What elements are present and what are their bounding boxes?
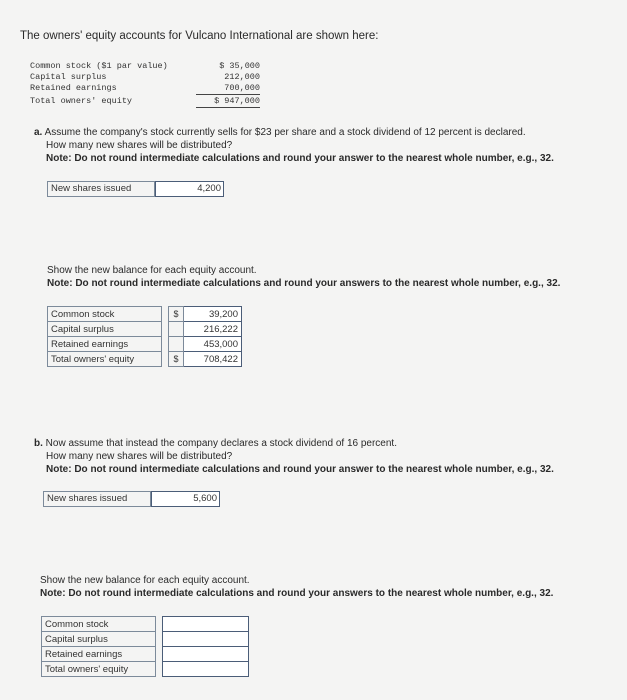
row-label: Retained earnings xyxy=(48,337,162,352)
part-a-equity-table xyxy=(47,306,242,367)
part-b-balance-prompt xyxy=(40,574,620,600)
table-row xyxy=(48,307,242,322)
part-a-question xyxy=(34,126,614,165)
part-b-note: Note: Do not round intermediate calculations and round your answer to the nearest whole number, e.g., 32. xyxy=(46,464,554,475)
new-shares-input-b[interactable]: 5,600 xyxy=(151,491,220,507)
part-a-question-text: Assume the company's stock currently sells for $23 per share and a stock dividend of 12 percent is declared. xyxy=(44,127,526,138)
currency-symbol: $ xyxy=(169,352,184,367)
row-label: Total owners' equity xyxy=(42,662,156,677)
common-stock-input-b[interactable] xyxy=(163,617,249,632)
new-shares-label-b: New shares issued xyxy=(43,491,151,507)
intro-text: The owners' equity accounts for Vulcano International are shown here: xyxy=(20,30,379,42)
currency-symbol: $ xyxy=(169,307,184,322)
part-a-question2: How many new shares will be distributed? xyxy=(46,140,233,151)
part-b-question xyxy=(34,437,614,476)
capital-surplus-input-b[interactable] xyxy=(163,632,249,647)
row-label: Common stock xyxy=(48,307,162,322)
part-b-balance-note: Note: Do not round intermediate calculations and round your answers to the nearest whole number, e.g., 32. xyxy=(40,588,554,599)
part-a-note: Note: Do not round intermediate calculations and round your answer to the nearest whole number, e.g., 32. xyxy=(46,153,554,164)
row-label: Common stock xyxy=(42,617,156,632)
retained-earnings-input-b[interactable] xyxy=(163,647,249,662)
equity-value: 212,000 xyxy=(224,72,260,82)
table-row xyxy=(42,647,249,662)
total-equity-input-a[interactable]: 708,422 xyxy=(184,352,242,367)
total-rule xyxy=(196,107,260,108)
table-row xyxy=(48,352,242,367)
new-shares-input-a[interactable]: 4,200 xyxy=(155,181,224,197)
currency-symbol xyxy=(169,337,184,352)
equity-label: Common stock ($1 par value) xyxy=(30,61,168,71)
part-a-balance-note: Note: Do not round intermediate calculations and round your answers to the nearest whole number, e.g., 32. xyxy=(47,278,561,289)
equity-value: 700,000 xyxy=(224,83,260,93)
equity-value: $ 35,000 xyxy=(219,61,260,71)
retained-earnings-input-a[interactable]: 453,000 xyxy=(184,337,242,352)
row-label: Retained earnings xyxy=(42,647,156,662)
part-a-balance-prompt xyxy=(47,264,617,290)
part-b-balance-text: Show the new balance for each equity account. xyxy=(40,575,250,586)
row-label: Capital surplus xyxy=(42,632,156,647)
capital-surplus-input-a[interactable]: 216,222 xyxy=(184,322,242,337)
row-label: Total owners' equity xyxy=(48,352,162,367)
currency-symbol xyxy=(169,322,184,337)
total-equity-input-b[interactable] xyxy=(163,662,249,677)
equity-label: Retained earnings xyxy=(30,83,117,93)
equity-value: $ 947,000 xyxy=(214,96,260,106)
part-a-balance-text: Show the new balance for each equity account. xyxy=(47,265,257,276)
part-a-letter: a. xyxy=(34,127,43,138)
new-shares-label-a: New shares issued xyxy=(47,181,155,197)
row-label: Capital surplus xyxy=(48,322,162,337)
part-b-question2: How many new shares will be distributed? xyxy=(46,451,233,462)
table-row xyxy=(42,632,249,647)
subtotal-rule xyxy=(196,94,260,95)
equity-label: Total owners' equity xyxy=(30,96,133,106)
table-row xyxy=(42,617,249,632)
part-b-equity-table xyxy=(41,616,249,677)
part-b-letter: b. xyxy=(34,438,43,449)
table-row xyxy=(42,662,249,677)
common-stock-input-a[interactable]: 39,200 xyxy=(184,307,242,322)
equity-label: Capital surplus xyxy=(30,72,107,82)
table-row xyxy=(48,337,242,352)
part-b-question-text: Now assume that instead the company declares a stock dividend of 16 percent. xyxy=(45,438,397,449)
table-row xyxy=(48,322,242,337)
